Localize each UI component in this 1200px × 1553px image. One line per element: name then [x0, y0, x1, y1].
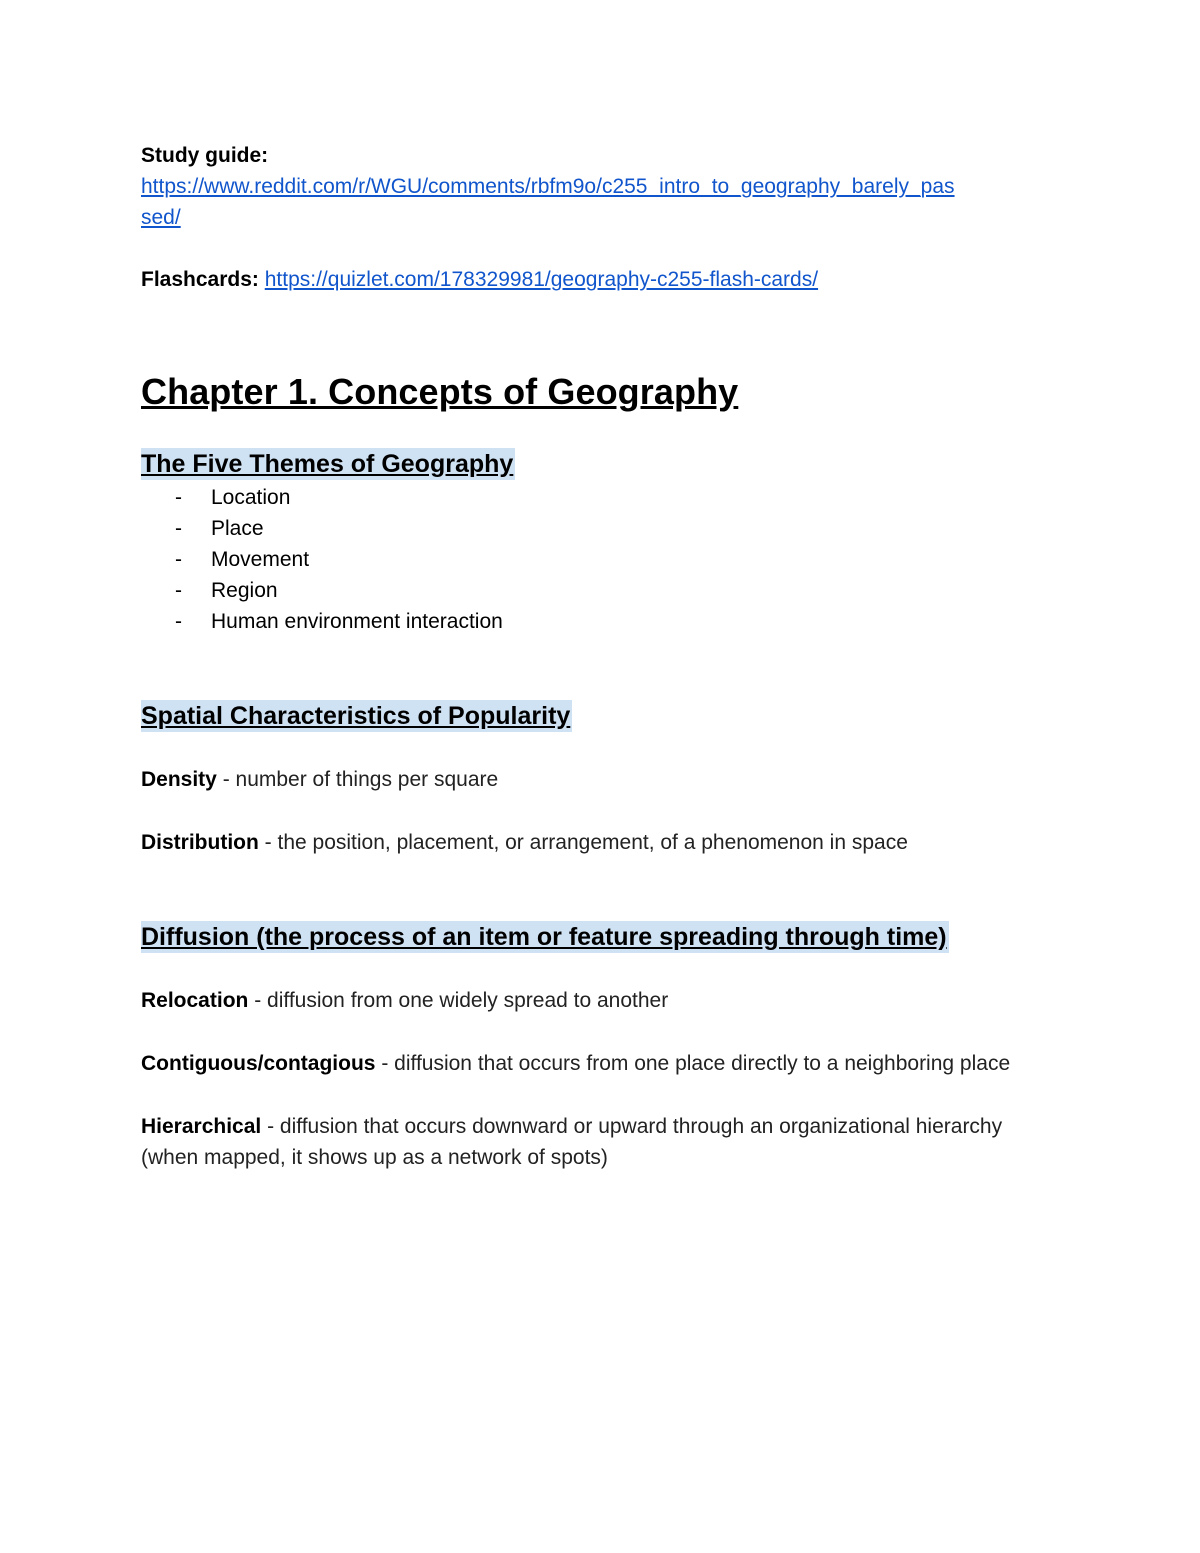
list-item-text: Region — [211, 579, 278, 602]
dash-bullet: - — [175, 486, 182, 509]
five-themes-list — [141, 482, 1056, 637]
list-item — [141, 513, 1056, 544]
diffusion-section — [141, 921, 1056, 953]
list-item — [141, 606, 1056, 637]
flashcards-label: Flashcards: — [141, 268, 259, 291]
definition-relocation — [141, 985, 1056, 1016]
list-item — [141, 575, 1056, 606]
blank-line — [141, 233, 1056, 264]
dash-bullet: - — [175, 548, 182, 571]
study-guide-label: Study guide: — [141, 144, 269, 167]
definition-density — [141, 764, 1056, 795]
flashcards-line — [141, 264, 1056, 295]
definition-desc: - diffusion that occurs from one place directly to a neighboring place — [375, 1052, 1011, 1075]
five-themes-section — [141, 448, 1056, 480]
list-item-text: Place — [211, 517, 264, 540]
dash-bullet: - — [175, 610, 182, 633]
definition-term: Density — [141, 768, 217, 791]
definition-distribution — [141, 827, 1056, 858]
spatial-section — [141, 700, 1056, 732]
definition-term: Hierarchical — [141, 1115, 262, 1138]
definition-desc: - number of things per square — [216, 768, 499, 791]
study-guide-link-line1: https://www.reddit.com/r/WGU/comments/rbfm9o/c255_intro_to_geography_barely_pas — [141, 175, 955, 198]
definition-term: Contiguous/contagious — [141, 1052, 376, 1075]
diffusion-heading: Diffusion (the process of an item or feature spreading through time) — [141, 923, 947, 951]
list-item — [141, 482, 1056, 513]
definition-term: Distribution — [141, 831, 259, 854]
dash-bullet: - — [175, 579, 182, 602]
definition-desc: - the position, placement, or arrangement, of a phenomenon in space — [258, 831, 908, 854]
definition-desc: - diffusion that occurs downward or upward through an organizational hierarchy (when mapped, it shows up as a network of spots) — [141, 1115, 1003, 1169]
document-page — [141, 140, 1056, 1173]
definition-term: Relocation — [141, 989, 249, 1012]
definition-desc: - diffusion from one widely spread to another — [248, 989, 669, 1012]
definition-contiguous — [141, 1048, 1056, 1079]
spatial-heading: Spatial Characteristics of Popularity — [141, 702, 571, 730]
flashcards-link[interactable]: https://quizlet.com/178329981/geography-c255-flash-cards/ — [264, 268, 819, 291]
five-themes-heading: The Five Themes of Geography — [141, 450, 514, 478]
dash-bullet: - — [175, 517, 182, 540]
list-item-text: Movement — [211, 548, 310, 571]
list-item-text: Location — [211, 486, 291, 509]
list-item-text: Human environment interaction — [211, 610, 503, 633]
list-item — [141, 544, 1056, 575]
chapter-title: Chapter 1. Concepts of Geography — [141, 371, 739, 412]
study-guide-link-line2: sed/ — [141, 206, 181, 229]
definition-hierarchical — [141, 1111, 1056, 1173]
study-guide-link[interactable] — [141, 171, 1056, 233]
